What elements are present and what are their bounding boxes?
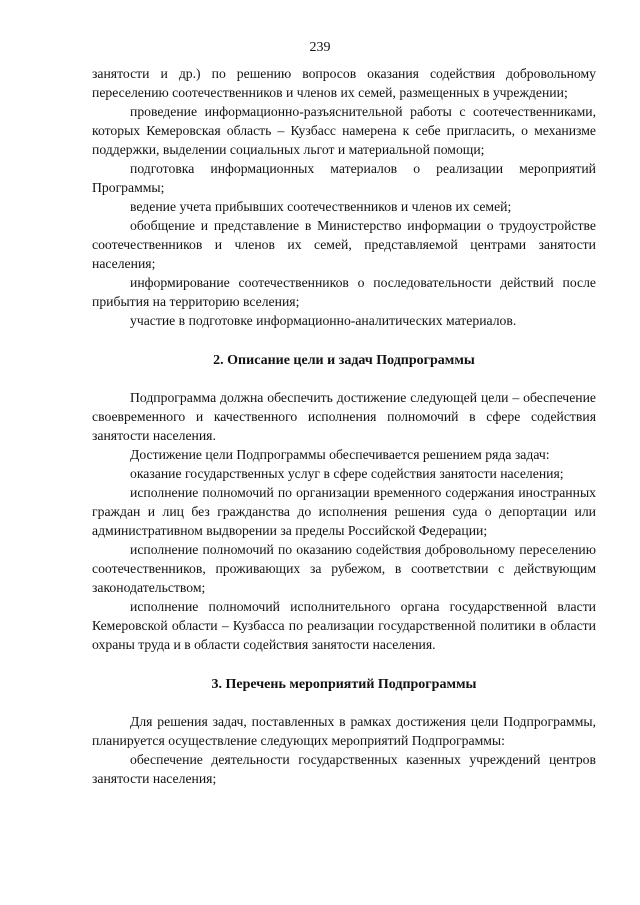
- section-3-heading: 3. Перечень мероприятий Подпрограммы: [211, 677, 477, 692]
- page-content: [92, 64, 596, 788]
- section-2-heading: 2. Описание цели и задач Подпрограммы: [213, 353, 475, 368]
- list-item: исполнение полномочий исполнительного органа государственной власти Кемеровской области – Кузбасса по реализации государственной политики в области охраны труда и в области содействия занятости населения.: [92, 599, 596, 652]
- list-item: информирование соотечественников о последовательности действий после прибытия на территорию вселения;: [92, 275, 596, 309]
- list-item: обобщение и представление в Министерство информации о трудоустройстве соотечественников и членов их семей, представляемой центрами занятости населения;: [92, 218, 596, 271]
- paragraph: Подпрограмма должна обеспечить достижение следующей цели – обеспечение своевременного и качественного исполнения полномочий в сфере содействия занятости населения.: [92, 390, 596, 443]
- page-number: 239: [309, 40, 331, 55]
- list-item: оказание государственных услуг в сфере содействия занятости населения;: [130, 466, 564, 481]
- list-item: исполнение полномочий по оказанию содействия добровольному переселению соотечественников, проживающих за рубежом, в соответствии с действующим законодательством;: [92, 542, 596, 595]
- continuation-paragraph: занятости и др.) по решению вопросов оказания содействия добровольному переселению соотечественников и членов их семей, размещенных в учреждении;: [92, 66, 596, 100]
- list-item: проведение информационно-разъяснительной работы с соотечественниками, которых Кемеровская область – Кузбасс намерена к себе пригласить, о механизме поддержки, выделении социальных льгот и материальной помощи;: [92, 104, 596, 157]
- paragraph: Для решения задач, поставленных в рамках достижения цели Подпрограммы, планируется осуществление следующих мероприятий Подпрограммы:: [92, 714, 596, 748]
- list-item: ведение учета прибывших соотечественников и членов их семей;: [130, 199, 512, 214]
- list-item: обеспечение деятельности государственных казенных учреждений центров занятости населения;: [92, 752, 596, 786]
- list-item: участие в подготовке информационно-аналитических материалов.: [130, 313, 517, 328]
- paragraph: Достижение цели Подпрограммы обеспечивается решением ряда задач:: [130, 447, 550, 462]
- list-item: исполнение полномочий по организации временного содержания иностранных граждан и лиц без гражданства до исполнения решения суда о депортации или административном выдворении за пределы Российской Федерации;: [92, 485, 596, 538]
- list-item: подготовка информационных материалов о реализации мероприятий Программы;: [92, 161, 596, 195]
